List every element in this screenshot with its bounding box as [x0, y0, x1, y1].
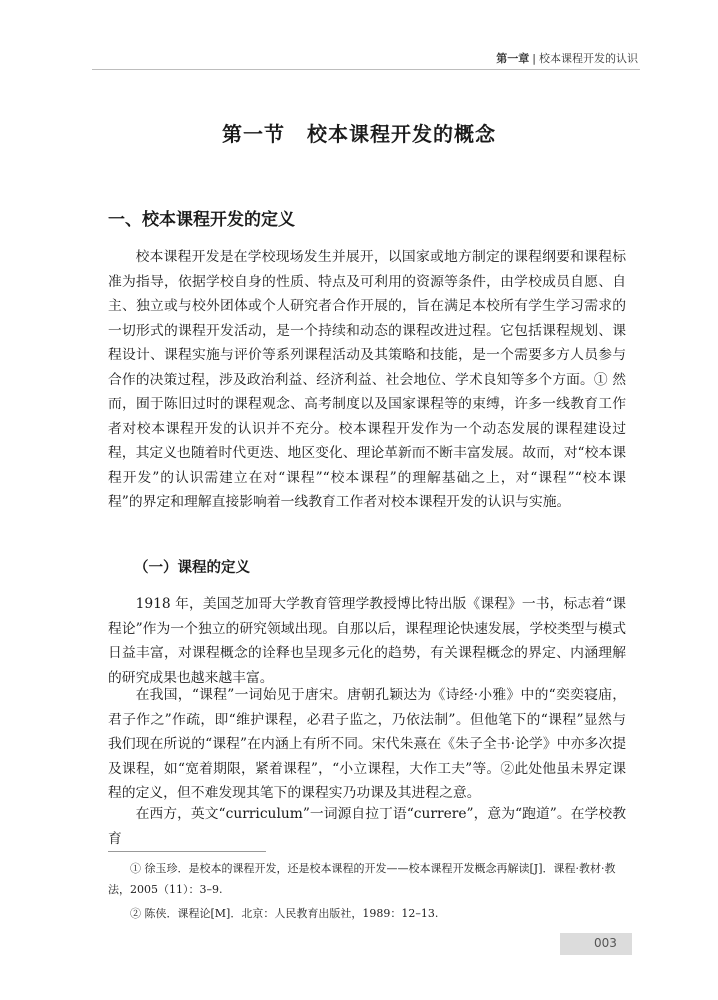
header-rule [92, 69, 640, 70]
paragraph-2: 1918 年，美国芝加哥大学教育管理学教授博比特出版《课程》一书，标志着“课程论”作为一个独立的研究领域出现。自那以后，课程理论快速发展，学校类型与模式日益丰富，对课程概念的诠释也呈现多元化的趋势，有关课程概念的界定、内涵理解的研究成果也越来越丰富。 [108, 596, 626, 686]
heading-definition: 一、校本课程开发的定义 [108, 210, 295, 230]
section-number: 第一节 [222, 122, 285, 146]
header-separator: | [532, 52, 536, 65]
paragraph-1: 校本课程开发是在学校现场发生并展开，以国家或地方制定的课程纲要和课程标准为指导，依据学校自身的性质、特点及可利用的资源等条件，由学校成员自愿、自主、独立或与校外团体或个人研究者合作开展的，旨在满足本校所有学生学习需求的一切形式的课程开发活动，是一个持续和动态的课程改进过程。它包括课程规划、课程设计、课程实施与评价等系列课程活动及其策略和技能，是一个需要多方人员参与合作的决策过程，涉及政治利益、经济利益、社会地位、学术良知等多个方面。① 然而，囿于陈旧过时的课程观念、高考制度以及国家课程等的束缚，许多一线教育工作者对校本课程开发的认识并不充分。校本课程开发作为一个动态发展的课程建设过程，其定义也随着时代更迭、地区变化、理论革新而不断丰富发展。故而，对“校本课程开发”的认识需建立在对“课程”“校本课程”的理解基础之上，对“课程”“校本课程”的界定和理解直接影响着一线教育工作者对校本课程开发的认识与实施。 [108, 249, 626, 510]
running-head [496, 50, 638, 66]
footnote-1: ① 徐玉珍．是校本的课程开发，还是校本课程的开发——校本课程开发概念再解读[J]．课程·教材·教法，2005（11）：3–9. [108, 862, 616, 896]
paragraph-4: 在西方，英文“curriculum”一词源自拉丁语“currere”，意为“跑道”。在学校教育 [108, 806, 626, 847]
footnote-rule [108, 851, 266, 852]
section-heading: 校本课程开发的概念 [307, 122, 496, 146]
running-title: 校本课程开发的认识 [539, 52, 638, 65]
section-title [0, 118, 718, 147]
paragraph-3: 在我国，“课程”一词始见于唐宋。唐朝孔颖达为《诗经·小雅》中的“奕奕寝庙，君子作之”作疏，即“维护课程，必君子监之，乃依法制”。但他笔下的“课程”显然与我们现在所说的“课程”在内涵上有所不同。宋代朱熹在《朱子全书·论学》中亦多次提及课程，如“宽着期限，紧着课程”，“小立课程，大作工夫”等。②此处他虽未界定课程的定义，但不难发现其笔下的课程实乃功课及其进程之意。 [108, 687, 626, 801]
footnote-2: ② 陈侠．课程论[M]．北京：人民教育出版社，1989：12–13. [130, 907, 439, 920]
page-number: 003 [594, 936, 617, 950]
subheading-curriculum-definition: （一）课程的定义 [134, 560, 250, 576]
chapter-label: 第一章 [496, 52, 530, 65]
